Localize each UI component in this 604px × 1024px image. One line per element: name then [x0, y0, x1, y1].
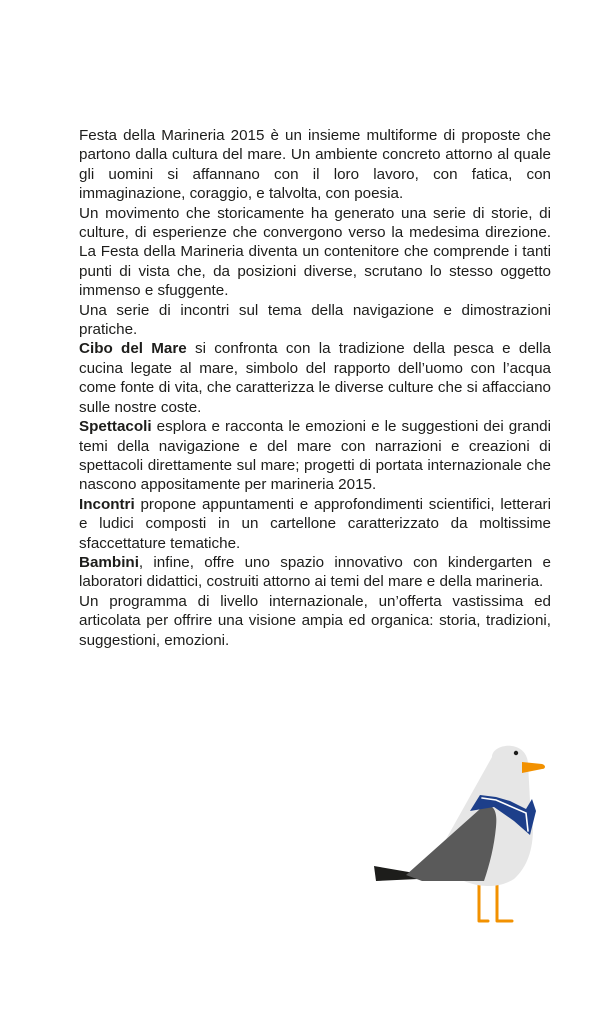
section-incontri-title: Incontri — [79, 495, 135, 513]
intro-paragraph-3: Una serie di incontri sul tema della navigazione e dimostrazioni pratiche. — [79, 301, 551, 339]
closing-paragraph: Un programma di livello internazionale, un’offerta vastissima ed articolata per offrire una visione ampia ed organica: storia, tradizioni, suggestioni, emozioni. — [79, 592, 551, 649]
intro-paragraph-2: Un movimento che storicamente ha generato una serie di storie, di culture, di esperienze che convergono verso la medesima direzione. La Festa della Marineria diventa un contenitore che comprende i tanti punti di vista che, da posizioni diverse, scrutano lo stesso oggetto immenso e sfuggente. — [79, 204, 551, 300]
section-cibo-title: Cibo del Mare — [79, 340, 187, 358]
section-cibo-text: si confronta con la tradizione della pesca e della cucina legate al mare, simbolo del rapporto dell’uomo con l’acqua come fonte di vita, che caratterizza le diverse culture che si affacciano sulle nostre coste. — [79, 340, 551, 416]
section-bambini — [79, 553, 551, 592]
section-bambini-title: Bambini — [79, 553, 139, 571]
section-spettacoli-text: esplora e racconta le emozioni e le suggestioni dei grandi temi della navigazione e del mare con narrazioni e creazioni di spettacoli direttamente sul mare; progetti di portata internazionale che nascono appositamente per marineria 2015. — [79, 418, 551, 494]
seagull-sailor-icon — [366, 735, 556, 935]
section-spettacoli-title: Spettacoli — [79, 418, 152, 436]
section-spettacoli — [79, 417, 551, 495]
seagull-wing — [406, 806, 496, 881]
article-body — [79, 126, 551, 650]
seagull-eye — [514, 751, 518, 755]
intro-paragraph-1: Festa della Marineria 2015 è un insieme multiforme di proposte che partono dalla cultura del mare. Un ambiente concreto attorno al quale gli uomini si affannano con il loro lavoro, con fatica, con immaginazione, coraggio, e talvolta, con poesia. — [79, 127, 551, 203]
section-incontri-text: propone appuntamenti e approfondimenti scientifici, letterari e ludici composti in un cartellone caratterizzato da moltissime sfaccettature tematiche. — [79, 495, 551, 552]
section-bambini-text: , infine, offre uno spazio innovativo con kindergarten e laboratori didattici, costruiti attorno ai temi del mare e della marineria. — [79, 553, 551, 591]
section-incontri — [79, 495, 551, 553]
seagull-beak — [522, 762, 545, 773]
section-cibo — [79, 339, 551, 417]
